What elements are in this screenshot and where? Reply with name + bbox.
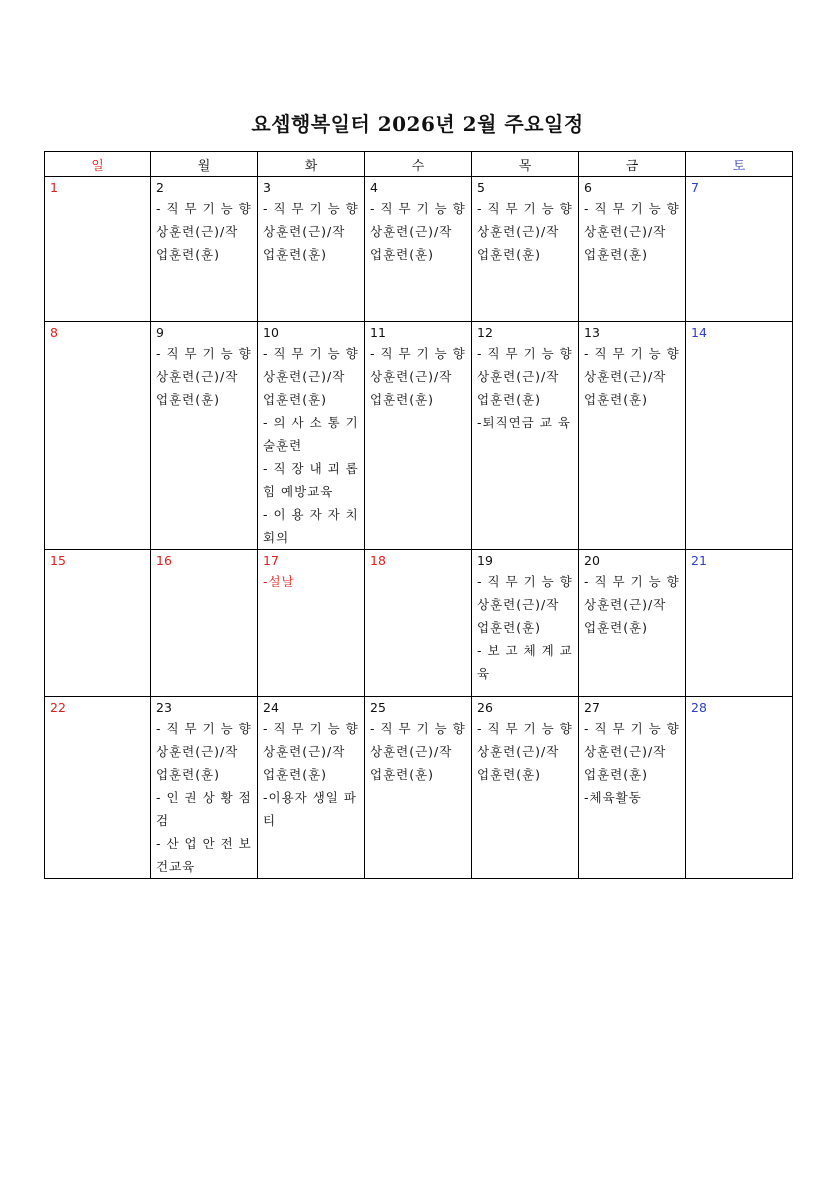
day-cell-tue: [258, 322, 365, 550]
day-cell-tue: [258, 697, 365, 879]
day-cell-sun: [45, 697, 151, 879]
event-item: - 직 무 기 능 향 상훈련(근)/작 업훈련(훈): [370, 201, 466, 262]
day-number: 6: [584, 180, 592, 195]
event-item: - 직 무 기 능 향 상훈련(근)/작 업훈련(훈): [156, 201, 252, 262]
weekday-header-wed: 수: [365, 152, 472, 177]
day-number: 23: [156, 700, 172, 715]
weekday-header-sat: 토: [686, 152, 793, 177]
day-number: 13: [584, 325, 600, 340]
weekday-header-tue: 화: [258, 152, 365, 177]
day-cell-mon: [151, 177, 258, 322]
day-number: 5: [477, 180, 485, 195]
event-item: - 직 무 기 능 향 상훈련(근)/작 업훈련(훈): [263, 721, 359, 782]
week-row: [45, 550, 793, 697]
event-item: - 직 무 기 능 향 상훈련(근)/작 업훈련(훈): [477, 201, 573, 262]
event-item: - 보 고 체 계 교 육: [477, 643, 573, 681]
day-number: 7: [691, 180, 699, 195]
day-number: 2: [156, 180, 164, 195]
day-cell-tue: [258, 177, 365, 322]
day-number: 22: [50, 700, 66, 715]
day-cell-sat: [686, 697, 793, 879]
day-number: 24: [263, 700, 279, 715]
day-number: 4: [370, 180, 378, 195]
day-number: 20: [584, 553, 600, 568]
event-item: - 직 무 기 능 향 상훈련(근)/작 업훈련(훈): [156, 721, 252, 782]
event-item: - 직 무 기 능 향 상훈련(근)/작 업훈련(훈): [370, 346, 466, 407]
week-row: [45, 177, 793, 322]
day-cell-thu: [472, 550, 579, 697]
day-number: 26: [477, 700, 493, 715]
day-number: 27: [584, 700, 600, 715]
day-cell-fri: [579, 550, 686, 697]
event-item: - 직 무 기 능 향 상훈련(근)/작 업훈련(훈): [477, 346, 573, 407]
day-cell-fri: [579, 697, 686, 879]
page-title: 요셉행복일터 2026년 2월 주요일정: [251, 112, 584, 136]
weekday-header-mon: 월: [151, 152, 258, 177]
event-item: - 직 무 기 능 향 상훈련(근)/작 업훈련(훈): [370, 721, 466, 782]
day-cell-wed: [365, 697, 472, 879]
day-cell-tue: [258, 550, 365, 697]
day-number: 18: [370, 553, 386, 568]
day-number: 1: [50, 180, 58, 195]
day-cell-sat: [686, 322, 793, 550]
event-item: - 직 무 기 능 향 상훈련(근)/작 업훈련(훈): [584, 574, 680, 635]
day-number: 16: [156, 553, 172, 568]
day-cell-wed: [365, 177, 472, 322]
event-item: -퇴직연금 교 육: [477, 415, 571, 430]
day-number: 25: [370, 700, 386, 715]
day-cell-wed: [365, 322, 472, 550]
event-item: -설날: [263, 574, 295, 589]
day-number: 8: [50, 325, 58, 340]
day-number: 21: [691, 553, 707, 568]
event-item: - 직 무 기 능 향 상훈련(근)/작 업훈련(훈): [477, 574, 573, 635]
day-number: 10: [263, 325, 279, 340]
weekday-header-thu: 목: [472, 152, 579, 177]
event-item: - 직 무 기 능 향 상훈련(근)/작 업훈련(훈): [584, 201, 680, 262]
day-cell-thu: [472, 322, 579, 550]
event-item: - 직 무 기 능 향 상훈련(근)/작 업훈련(훈): [263, 346, 359, 407]
day-cell-mon: [151, 697, 258, 879]
day-number: 28: [691, 700, 707, 715]
event-item: - 의 사 소 통 기 술훈련: [263, 415, 359, 453]
day-cell-mon: [151, 322, 258, 550]
day-number: 14: [691, 325, 707, 340]
day-cell-sun: [45, 322, 151, 550]
event-item: - 직 장 내 괴 롭 힘 예방교육: [263, 461, 359, 499]
event-item: - 직 무 기 능 향 상훈련(근)/작 업훈련(훈): [584, 346, 680, 407]
day-cell-sun: [45, 550, 151, 697]
day-cell-fri: [579, 322, 686, 550]
week-row: [45, 697, 793, 879]
week-row: [45, 322, 793, 550]
day-cell-mon: [151, 550, 258, 697]
day-number: 12: [477, 325, 493, 340]
event-item: - 이 용 자 자 치 회의: [263, 507, 359, 545]
event-item: - 직 무 기 능 향 상훈련(근)/작 업훈련(훈): [156, 346, 252, 407]
day-cell-fri: [579, 177, 686, 322]
day-cell-sat: [686, 177, 793, 322]
day-cell-sat: [686, 550, 793, 697]
day-cell-thu: [472, 697, 579, 879]
event-item: - 직 무 기 능 향 상훈련(근)/작 업훈련(훈): [263, 201, 359, 262]
weekday-header-row: [45, 152, 793, 177]
event-item: - 직 무 기 능 향 상훈련(근)/작 업훈련(훈): [477, 721, 573, 782]
day-cell-thu: [472, 177, 579, 322]
day-number: 3: [263, 180, 271, 195]
day-number: 11: [370, 325, 386, 340]
day-number: 19: [477, 553, 493, 568]
event-item: - 직 무 기 능 향 상훈련(근)/작 업훈련(훈): [584, 721, 680, 782]
weekday-header-fri: 금: [579, 152, 686, 177]
event-item: -체육활동: [584, 790, 642, 805]
day-number: 17: [263, 553, 279, 568]
day-cell-wed: [365, 550, 472, 697]
weekday-header-sun: 일: [45, 152, 151, 177]
event-item: - 산 업 안 전 보 건교육: [156, 836, 252, 874]
day-number: 15: [50, 553, 66, 568]
calendar-table: [44, 151, 793, 879]
event-item: - 인 권 상 황 점 검: [156, 790, 252, 828]
day-cell-sun: [45, 177, 151, 322]
day-number: 9: [156, 325, 164, 340]
event-item: -이용자 생일 파티: [263, 790, 357, 828]
